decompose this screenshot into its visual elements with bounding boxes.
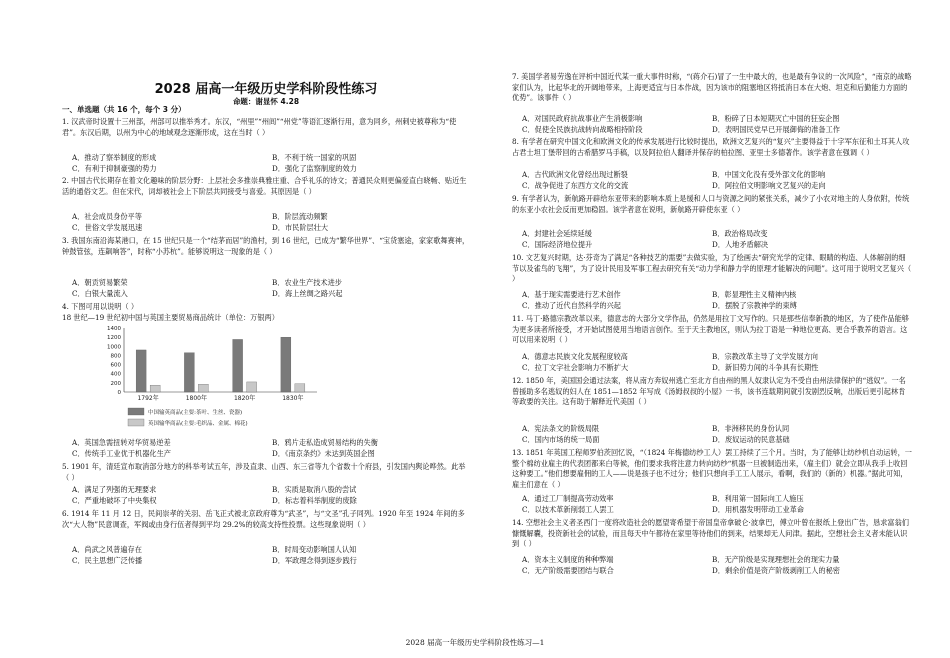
question-3: 3. 我国东南沿海某港口，在 15 世纪只是一个“结茅而居”的渔村，到 16 世纪，已成为“繁华世界”、“宝货塞途，家家歌舞赛神，钟鼓管弦，连飙响答”，时称“小苏杭”。能够说明这一现象的是（ ）: [62, 236, 470, 256]
question-11: 11. 马丁·路德宗教改革以来，德意志的大部分文学作品，仍然是用拉丁文写作的。只是那些信奉新教的地区，为了使作品能够为更多读者所接受，才开始试图使用当地语言创作。至于天主教地区，则认为拉丁语是一种地位更高、更合乎教养的语言。这可以用来说明（ ）: [512, 314, 909, 345]
y-tick-label: 1200: [107, 335, 121, 342]
x-tick-label: 1820年: [233, 395, 256, 402]
question-5: 5. 1901 年，清廷宣布取消部分地方的科举考试五年，涉及直隶、山西、东三省等九个省数十个府县，引发国内舆论哗然。此举（ ）: [62, 462, 466, 482]
option-c: C．拉丁文字社会影响力不断扩大: [522, 363, 629, 372]
option-a: A．古代欧洲文化曾经出现过断裂: [522, 170, 628, 179]
option-d: D．阿拉伯文明影响文艺复兴的走向: [712, 181, 826, 190]
bar: [136, 350, 146, 392]
bar: [233, 339, 243, 392]
y-tick-label: 600: [110, 362, 121, 369]
x-tick-label: 1792年: [137, 395, 159, 402]
option-b: B．时局变动影响国人认知: [272, 545, 357, 554]
option-d: D．表明国民党早已开展御侮的准备工作: [712, 125, 840, 134]
option-d: D．军政理念得到逐步践行: [272, 556, 357, 565]
y-tick-label: 1000: [107, 344, 121, 351]
bar: [247, 382, 257, 392]
bar: [281, 337, 291, 392]
option-a: A．英国急需扭转对华贸易逆差: [72, 438, 171, 447]
y-tick-label: 0: [117, 390, 121, 396]
option-a: A．德意志民族文化发展程度较高: [522, 352, 628, 361]
option-a: A．宪法条文的阶级局限: [522, 424, 600, 433]
option-d: D．新旧势力间的斗争具有长期性: [712, 363, 819, 372]
option-d: D．市民阶层壮大: [272, 223, 329, 232]
option-c: C．战争促进了东西方文化的交流: [522, 181, 629, 190]
question-14: 14. 空想社会主义者圣西门一度将改造社会的愿望寄希望于帝国皇帝拿破仑·波拿巴，傅立叶曾在报纸上登出广告，恳求富翁们慷慨解囊，投资新社会的试验，而且每天中午都待在家里等待他们的到来，结果却无人问津。据此，空想社会主义者未能认识到（ ）: [512, 518, 909, 549]
question-7: 7. 美国学者易劳逸在评析中国近代某一重大事件时称，“(蒋介石)冒了一生中最大的，也是最有争议的一次风险”，“南京的战略家们认为，比起华北的开阔地带来，上海更适宜与日本作战，因为该市的阻塞地区将抵消日本在大炮、坦克和后勤能力方面的优势”。该事件（ ）: [512, 72, 912, 103]
option-b: B．非洲移民的身份认同: [712, 424, 790, 433]
option-a: A．尚武之风普遍存在: [72, 545, 142, 554]
option-c: C．促使全民族抗战转向战略相持阶段: [522, 125, 643, 134]
page-footer: 2028 届高一年级历史学科阶段性练习—1: [405, 638, 545, 647]
option-b: B．农业生产技术进步: [272, 278, 342, 287]
option-b: B．鸦片走私造成贸易结构的失衡: [272, 438, 378, 447]
x-tick-label: 1830年: [282, 395, 304, 402]
option-c: C．无产阶级需要团结与联合: [522, 566, 614, 575]
y-tick-label: 400: [110, 371, 121, 378]
question-13: 13. 1851 年英国工程师罗伯茨回忆说，“（1824 年梅德纺纱工人）罢工持续了三个月。当时，为了能够让纺纱机自动运转，一整个棉纺业雇主的代表团都来白等候，他们要求我将注意力转向纺纱“机器一旦被制造出来，（雇主们）就会立即从我手上收回这种要工。”他们想要雇佣的工人——说是孩子也不过分；他们只想向手工工人展示，看啊，我们的（新的）机器。”据此可知，雇主们意在（ ）: [512, 448, 912, 489]
legend-swatch: [128, 419, 144, 426]
legend-label: 中国输英商品(主要:茶叶、生丝、瓷器): [148, 410, 243, 416]
question-2: 2. 中国古代长期存在着文化趣味的阶层分野：上层社会多推崇典雅庄重、合乎礼乐的诗文；普通民众则更偏爱直白晓畅、贴近生活的通俗文艺。但在宋代，词却被社会上下阶层共同接受与喜爱。其原因是（ ）: [62, 176, 467, 196]
option-a: A．社会成员身份平等: [72, 212, 142, 221]
bar: [198, 384, 208, 392]
option-d: D．摆脱了宗教神学的束缚: [712, 301, 797, 310]
option-c: C．以技术革新削弱工人罢工: [522, 505, 614, 514]
option-d: D．海上丝绸之路兴起: [272, 289, 343, 298]
section-heading: 一、单选题（共 16 个，每个 3 分）: [62, 105, 186, 114]
option-b: B．粉碎了日本短期灭亡中国的狂妄企图: [712, 114, 840, 123]
question-4: 4. 下图可用以说明（ ）: [62, 302, 139, 311]
page-title: 2028 届高一年级历史学科阶段性练习: [154, 82, 378, 97]
option-c: C．世俗文学发展迅速: [72, 223, 143, 232]
bar: [295, 384, 305, 392]
bar: [184, 353, 194, 392]
option-a: A．资本主义制度的种种弊端: [522, 555, 614, 564]
option-a: A．基于现实需要进行艺术创作: [522, 290, 621, 299]
legend-label: 英国输华商品(主要:毛织品、金属、棉花): [148, 421, 248, 427]
option-c: C．传统手工业优于机器化生产: [72, 449, 171, 458]
option-d: D．人地矛盾解决: [712, 240, 769, 249]
question-10: 10. 文艺复兴时期，达·芬奇为了满足“各种技艺的需要”去做实验，为了绘画去“研究光学的定律、眼睛的构造、人体解剖的细节以及雀鸟的飞翔”，为了设计民用及军事工程去研究有关“动力学和静力学的原理才能解决的问题”。这可用于说明文艺复兴（ ）: [512, 253, 912, 284]
chart-title: 18 世纪—19 世纪初中国与英国主要贸易商品统计（单位：万银两）: [62, 313, 279, 322]
option-a: A．对国民政府抗战事业产生消极影响: [522, 114, 643, 123]
option-b: B．利用第一国际向工人施压: [712, 494, 804, 503]
option-c: C．有利于抑制豪强的势力: [72, 164, 157, 173]
option-c: C．国际经济地位提升: [522, 240, 593, 249]
legend-swatch: [128, 408, 144, 415]
x-tick-label: 1800年: [185, 395, 208, 402]
option-d: D．强化了监察制度的效力: [272, 164, 357, 173]
option-d: D．废奴运动的民意基础: [712, 435, 790, 444]
option-a: A．朝贡贸易繁荣: [72, 278, 128, 287]
option-c: C．严重地破坏了中央集权: [72, 496, 157, 505]
option-c: C．白银大量流入: [72, 289, 128, 298]
y-tick-label: 800: [110, 353, 121, 360]
option-a: A．满足了列强的无理要求: [72, 485, 157, 494]
option-b: B．无产阶级是实现理想社会的现实力量: [712, 555, 840, 564]
option-c: C．民主思想广泛传播: [72, 556, 143, 565]
question-1: 1. 汉武帝时设置十三州部，州部可以推举秀才。东汉，“州里”“州闾”“州党”等语汇逐渐行用，意为同乡，州刺史被尊称为“使君”。东汉后期，以州为中心的地域观念逐渐形成，这在当时（ ）: [62, 117, 457, 137]
option-d: D．用机器发明带动工业革命: [712, 505, 805, 514]
option-d: D．剩余价值是资产阶级剥削工人的秘密: [712, 566, 840, 575]
option-b: B．阶层流动频繁: [272, 212, 328, 221]
question-12: 12. 1850 年，美国国会通过法案，将从南方奔奴州逃亡至北方自由州的黑人奴隶认定为不受自由州法律保护的“逃奴”。一名曾援助多名逃奴的妇人在 1851—1852 年写成《汤姆叔叔的小屋》一书，该书连载期间就引发剧烈反响，出版后更引起林肯等政要的关注。这有助于解释近代美国（ ）: [512, 376, 906, 407]
bar: [150, 385, 160, 392]
option-c: C．推动了近代自然科学的兴起: [522, 301, 621, 310]
option-c: C．国内市场的统一局面: [522, 435, 600, 444]
question-9: 9. 有学者认为，新航路开辟给东亚带来的影响本质上是缓和人口与资源之间的紧张关系，减少了小农对地主的人身依附，传统的东亚小农社会反而更加稳固。该学者意在说明，新航路开辟使东亚（ ）: [512, 194, 910, 214]
option-a: A．通过工厂制提高劳动效率: [522, 494, 614, 503]
trade-bar-chart: [92, 324, 322, 434]
y-tick-label: 1400: [107, 326, 121, 332]
option-b: B．宗教改革主导了文学发展方向: [712, 352, 818, 361]
option-b: B．实质是取消八股的尝试: [272, 485, 357, 494]
option-d: D．标志着科举制度的废除: [272, 496, 357, 505]
option-a: A．封建社会延续延缓: [522, 229, 592, 238]
page-subtitle: 命题：谢显怀 4.28: [232, 97, 300, 106]
option-a: A．推动了察举制度的形成: [72, 153, 157, 162]
question-8: 8. 有学者在研究中国文化和欧洲文化的传承发展进行比较时提出，欧洲文艺复兴的“复兴”主要得益于十字军东征和土耳其人攻占君士坦丁堡带回的古希腊罗马手稿，以及阿拉伯人翻译并保存的柏拉图、亚里士多德著作。该学者意在强调（ ）: [512, 137, 910, 157]
option-d: D．《南京条约》未达到英国企图: [272, 449, 375, 458]
option-b: B．中国文化没有受外部文化的影响: [712, 170, 826, 179]
option-b: B．彰显理性主义精神内核: [712, 290, 797, 299]
option-b: B．政治格局改变: [712, 229, 768, 238]
option-b: B．不利于统一国家的巩固: [272, 153, 357, 162]
question-6: 6. 1914 年 11 月 12 日，民间崇孝的关羽、岳飞正式被北京政府尊为“武圣”，与“文圣”孔子同列。1920 年至 1924 年间的多次“大人物”民意调查，军阀或由身行伍者得到平均 29.2%的较高支持性投票。这些现象说明（ ）: [62, 509, 465, 529]
y-tick-label: 200: [110, 380, 121, 387]
